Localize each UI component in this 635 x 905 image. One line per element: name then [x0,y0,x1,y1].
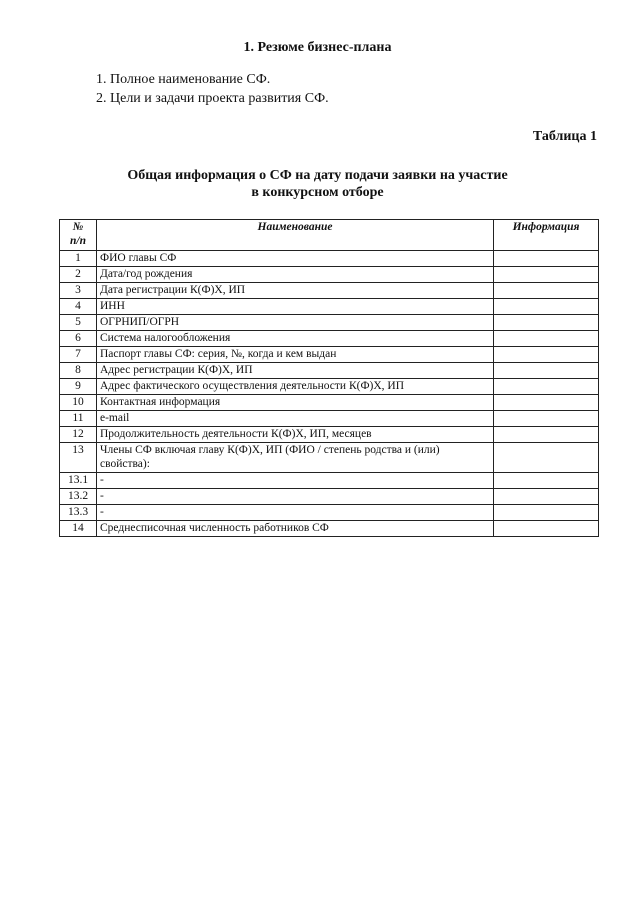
row-info [494,489,599,505]
row-num: 9 [60,379,97,395]
table-row [60,521,599,537]
table-title-line-1: Общая информация о СФ на дату подачи заявки на участие [127,168,508,183]
row-info [494,505,599,521]
row-info [494,521,599,537]
row-info [494,267,599,283]
row-info [494,251,599,267]
row-num: 5 [60,315,97,331]
row-info [494,315,599,331]
header-num-line-1: № [72,221,84,233]
table-row [60,347,599,363]
row-num: 6 [60,331,97,347]
row-num: 10 [60,395,97,411]
row-num: 12 [60,427,97,443]
row-name: ОГРНИП/ОГРН [97,315,494,331]
row-name: Продолжительность деятельности К(Ф)Х, ИП, месяцев [97,427,494,443]
row-name: ИНН [97,299,494,315]
table-row [60,473,599,489]
row-num: 13 [60,443,97,473]
header-num-line-2: п/п [70,235,86,247]
row-name: Адрес регистрации К(Ф)Х, ИП [97,363,494,379]
row-num: 11 [60,411,97,427]
summary-items-list [96,70,329,108]
row-info [494,331,599,347]
table-row [60,251,599,267]
row-num: 13.3 [60,505,97,521]
table-row [60,443,599,473]
row-info [494,411,599,427]
row-info [494,473,599,489]
row-num: 14 [60,521,97,537]
table-row [60,283,599,299]
section-title: 1. Резюме бизнес-плана [243,40,392,55]
row-info [494,379,599,395]
row-name: Паспорт главы СФ: серия, №, когда и кем выдан [97,347,494,363]
row-num: 4 [60,299,97,315]
table-row [60,299,599,315]
row-name: Контактная информация [97,395,494,411]
row-info [494,283,599,299]
row-num: 7 [60,347,97,363]
table-label: Таблица 1 [532,129,597,144]
row-name: Члены СФ включая главу К(Ф)Х, ИП (ФИО / степень родства и (или) свойства): [97,443,494,473]
table-row [60,267,599,283]
row-name: - [97,489,494,505]
header-info: Информация [494,220,599,251]
row-name: - [97,473,494,489]
row-info [494,395,599,411]
row-num: 3 [60,283,97,299]
row-name: Дата регистрации К(Ф)Х, ИП [97,283,494,299]
table-row [60,411,599,427]
summary-item-2: 2. Цели и задачи проекта развития СФ. [96,91,329,106]
row-info [494,363,599,379]
row-info [494,443,599,473]
table-row [60,489,599,505]
row-name: Среднесписочная численность работников СФ [97,521,494,537]
row-num: 2 [60,267,97,283]
row-info [494,427,599,443]
row-name: Адрес фактического осуществления деятельности К(Ф)Х, ИП [97,379,494,395]
table-row [60,379,599,395]
header-num [60,220,97,251]
table-header-row [60,220,599,251]
row-num: 8 [60,363,97,379]
table-row [60,427,599,443]
row-info [494,299,599,315]
row-name: Дата/год рождения [97,267,494,283]
table-row [60,505,599,521]
summary-item-1: 1. Полное наименование СФ. [96,72,271,87]
table-row [60,395,599,411]
row-num: 13.2 [60,489,97,505]
header-name: Наименование [97,220,494,251]
table-row [60,331,599,347]
row-num: 13.1 [60,473,97,489]
row-name: Система налогообложения [97,331,494,347]
general-info-table [59,219,599,537]
row-name: e-mail [97,411,494,427]
row-info [494,347,599,363]
row-num: 1 [60,251,97,267]
table-title [0,167,635,201]
row-name: - [97,505,494,521]
table-row [60,315,599,331]
table-title-line-2: в конкурсном отборе [251,185,384,200]
table-row [60,363,599,379]
row-name: ФИО главы СФ [97,251,494,267]
